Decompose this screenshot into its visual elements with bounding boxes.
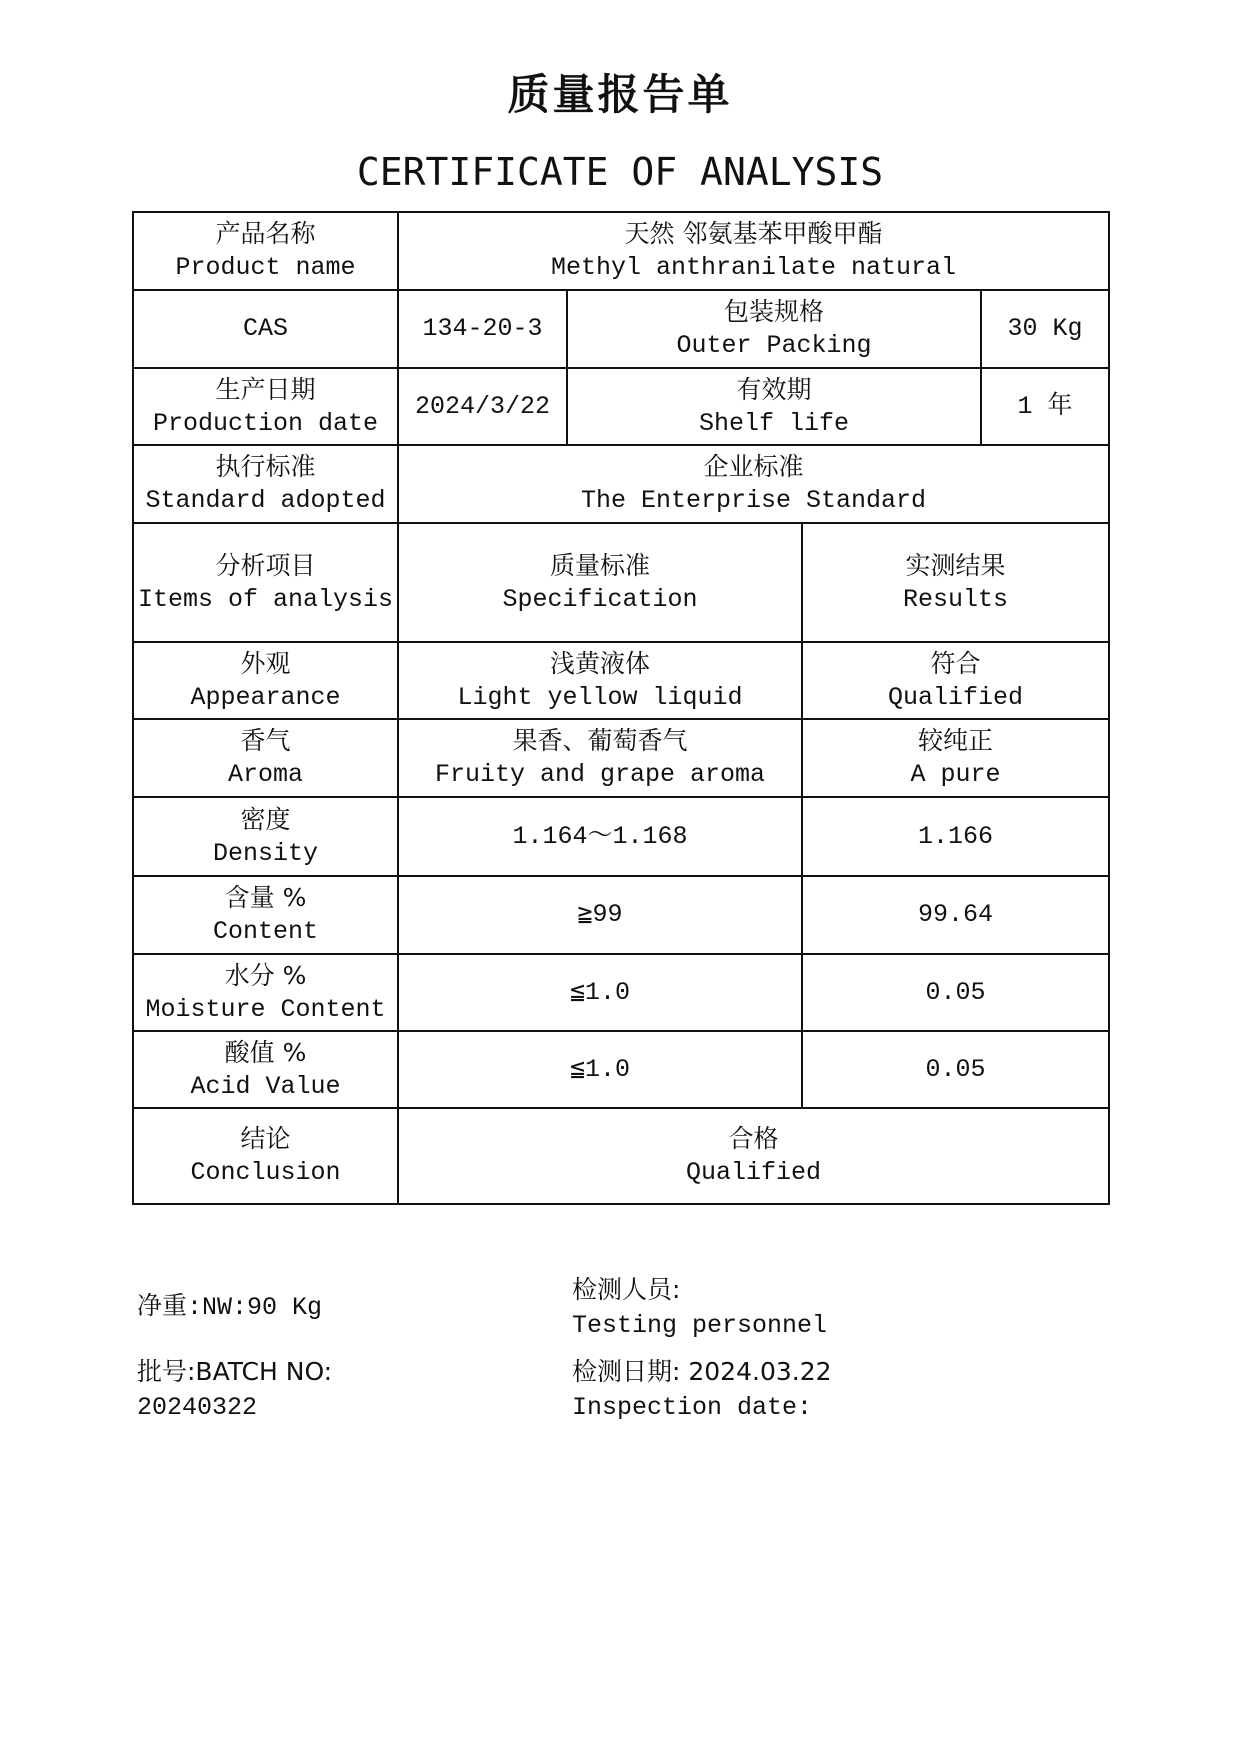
spec-cell: 浅黄液体 Light yellow liquid xyxy=(398,642,802,719)
production-row xyxy=(133,368,1109,445)
result-cell: 较纯正 A pure xyxy=(802,719,1109,797)
item-cell: 酸值 % Acid Value xyxy=(133,1031,398,1108)
table-row xyxy=(133,954,1109,1031)
title-chinese: 质量报告单 xyxy=(507,70,733,119)
inspection-date xyxy=(572,1354,832,1426)
standard-row xyxy=(133,445,1109,523)
header-row xyxy=(133,523,1109,642)
product-value: 天然 邻氨基苯甲酸甲酯 Methyl anthranilate natural xyxy=(398,212,1109,290)
table-row xyxy=(133,876,1109,954)
inspection-label-en: Inspection date: xyxy=(572,1393,813,1422)
spec-cell: ≧99 xyxy=(398,876,802,954)
tester-label-en: Testing personnel xyxy=(572,1311,828,1340)
standard-label: 执行标准 Standard adopted xyxy=(133,445,398,523)
production-value: 2024/3/22 xyxy=(398,368,567,445)
product-row xyxy=(133,212,1109,290)
analysis-table xyxy=(132,211,1110,1205)
conclusion-value: 合格 Qualified xyxy=(398,1108,1109,1204)
header-specification: 质量标准 Specification xyxy=(398,523,802,642)
packing-value: 30 Kg xyxy=(981,290,1109,368)
table-row xyxy=(133,719,1109,797)
cas-value: 134-20-3 xyxy=(398,290,567,368)
result-cell: 0.05 xyxy=(802,954,1109,1031)
conclusion-row xyxy=(133,1108,1109,1204)
tester-label-cn: 检测人员: xyxy=(572,1275,681,1304)
spec-cell: ≦1.0 xyxy=(398,954,802,1031)
table-row xyxy=(133,797,1109,876)
result-cell: 符合 Qualified xyxy=(802,642,1109,719)
spec-cell: 1.164～1.168 xyxy=(398,797,802,876)
table-row xyxy=(133,1031,1109,1108)
shelf-label: 有效期 Shelf life xyxy=(567,368,981,445)
batch-value: 20240322 xyxy=(137,1393,258,1422)
result-cell: 1.166 xyxy=(802,797,1109,876)
batch-label: 批号:BATCH NO: xyxy=(137,1357,333,1386)
item-cell: 含量 % Content xyxy=(133,876,398,954)
packing-label: 包装规格 Outer Packing xyxy=(567,290,981,368)
standard-value: 企业标准 The Enterprise Standard xyxy=(398,445,1109,523)
inspection-label-cn: 检测日期: 2024.03.22 xyxy=(572,1357,832,1386)
item-cell: 香气 Aroma xyxy=(133,719,398,797)
production-label: 生产日期 Production date xyxy=(133,368,398,445)
shelf-value: 1 年 xyxy=(981,368,1109,445)
header-results: 实测结果 Results xyxy=(802,523,1109,642)
tester xyxy=(572,1272,827,1344)
table-row xyxy=(133,642,1109,719)
conclusion-label: 结论 Conclusion xyxy=(133,1108,398,1204)
header-items: 分析项目 Items of analysis xyxy=(133,523,398,642)
batch-number xyxy=(137,1354,332,1426)
spec-cell: ≦1.0 xyxy=(398,1031,802,1108)
result-cell: 0.05 xyxy=(802,1031,1109,1108)
spec-cell: 果香、葡萄香气 Fruity and grape aroma xyxy=(398,719,802,797)
net-weight: 净重:NW:90 Kg xyxy=(137,1293,323,1322)
item-cell: 密度 Density xyxy=(133,797,398,876)
product-label: 产品名称 Product name xyxy=(133,212,398,290)
title-english: CERTIFICATE OF ANALYSIS xyxy=(356,150,884,194)
item-cell: 水分 % Moisture Content xyxy=(133,954,398,1031)
cas-label: CAS xyxy=(133,290,398,368)
cas-row xyxy=(133,290,1109,368)
item-cell: 外观 Appearance xyxy=(133,642,398,719)
result-cell: 99.64 xyxy=(802,876,1109,954)
